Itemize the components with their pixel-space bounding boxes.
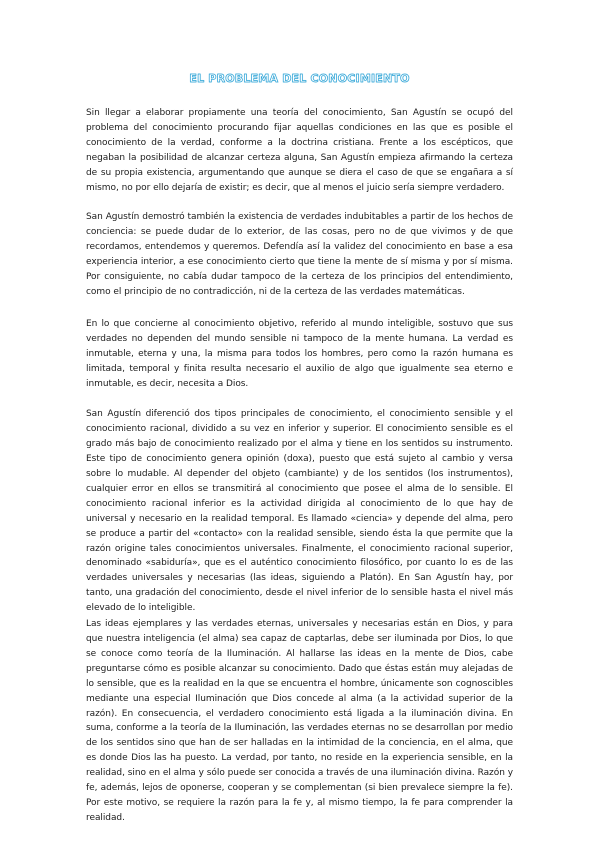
document-title: EL PROBLEMA DEL CONOCIMIENTO	[189, 72, 410, 85]
paragraph-certeza-existencia: Sin llegar a elaborar propiamente una teoría del conocimiento, San Agustín se ocupó del problema del conocimiento procurando fijar aquellas condiciones en las que es posible el conocimiento de la verdad, conforme a la doctrina cristiana. Frente a los escépticos, que negaban la posibilidad de alcanzar certeza alguna, San Agustín empieza afirmando la certeza de su propia existencia, argumentando que aunque se diera el caso de que se engañara a sí mismo, no por ello dejaría de existir; es decir, que al menos el juicio sería siempre verdadero.	[86, 108, 513, 193]
paragraph-teoria-iluminacion: Las ideas ejemplares y las verdades eternas, universales y necesarias están en Dios, y para que nuestra inteligencia (el alma) sea capaz de captarlas, debe ser iluminada por Dios, lo que se conoce como teoría de la Iluminación. Al hallarse las ideas en la mente de Dios, cabe preguntarse cómo es posible alcanzar su conocimiento. Dado que éstas están muy alejadas de lo sensible, que es la realidad en la que se encuentra el hombre, únicamente son cognoscibles mediante una especial Iluminación que Dios concede al alma (a la actividad superior de la razón). En consecuencia, el verdadero conocimiento está ligada a la iluminación divina. En suma, conforme a la teoría de la Iluminación, las verdades eternas no se desarrollan por medio de los sentidos sino que han de ser halladas en la intimidad de la conciencia, en el alma, que es donde Dios las ha puesto. La verdad, por tanto, no reside en la experiencia sensible, en la realidad, sino en el alma y sólo puede ser conocida a través de una iluminación divina. Razón y fe, además, lejos de oponerse, cooperan y se complementan (si bien prevalece siempre la fe). Por este motivo, se requiere la razón para la fe y, al mismo tiempo, la fe para comprender la realidad.	[86, 619, 513, 823]
paragraph-verdades-indubitables: San Agustín demostró también la existencia de verdades indubitables a partir de los hechos de conciencia: se puede dudar de lo exterior, de las cosas, pero no de que vivimos y de que recordamos, entendemos y queremos. Defendía así la validez del conocimiento en base a esa experiencia interior, a ese conocimiento cierto que tiene la mente de sí misma y por sí misma. Por consiguiente, no cabía dudar tampoco de la certeza de los principios del entendimiento, como el principio de no contradicción, ni de la certeza de las verdades matemáticas.	[86, 212, 513, 297]
paragraph-conocimiento-objetivo: En lo que concierne al conocimiento objetivo, referido al mundo inteligible, sostuvo que sus verdades no dependen del mundo sensible ni tampoco de la mente humana. La verdad es inmutable, eterna y una, la misma para todos los hombres, pero como la razón humana es limitada, temporal y finita resulta necesario el auxilio de algo que igualmente sea eterno e inmutable, es decir, necesita a Dios.	[86, 318, 513, 389]
paragraph-tipos-conocimiento: San Agustín diferenció dos tipos principales de conocimiento, el conocimiento sensible y el conocimiento racional, dividido a su vez en inferior y superior. El conocimiento sensible es el grado más bajo de conocimiento realizado por el alma y tiene en los sentidos su instrumento. Este tipo de conocimiento genera opinión (doxa), puesto que está sujeto al cambio y versa sobre lo mudable. Al depender del objeto (cambiante) y de los sentidos (los instrumentos), cualquier error en ellos se transmitirá al conocimiento que posee el alma de lo sensible. El conocimiento racional inferior es la actividad dirigida al conocimiento de lo que hay de universal y necesario en la realidad temporal. Es llamado «ciencia» y depende del alma, pero se produce a partir del «contacto» con la realidad sensible, siendo ésta la que permite que la razón origine tales conocimientos universales. Finalmente, el conocimiento racional superior, denominado «sabiduría», que es el auténtico conocimiento filosófico, por cuanto lo es de las verdades universales y necesarias (las ideas, siguiendo a Platón). En San Agustín hay, por tanto, una gradación del conocimiento, desde el nivel inferior de lo sensible hasta el nivel más elevado de lo inteligible.	[86, 409, 513, 614]
